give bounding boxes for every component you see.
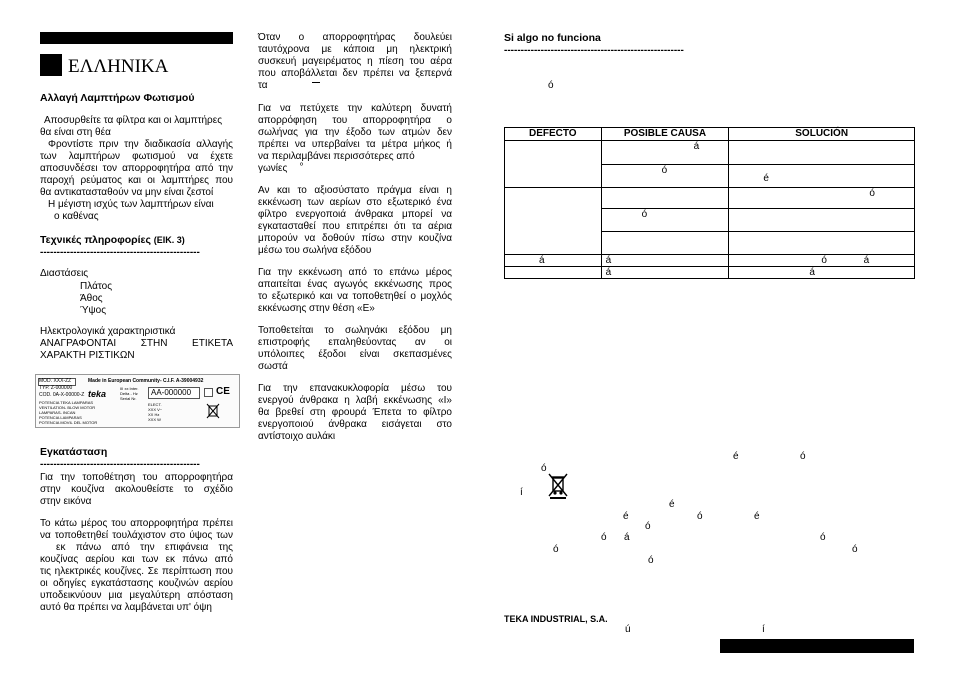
- recycle-char: ó: [648, 555, 654, 566]
- install-line: στην εικόνα: [40, 496, 92, 507]
- table-cell: [601, 141, 729, 165]
- elec-line: ΧΑΡΑΚΤΗ ΡΙΣΤΙΚΩΝ: [40, 350, 135, 361]
- table-cell: á: [601, 255, 729, 267]
- company-char: í: [762, 624, 765, 635]
- recycle-char: ó: [697, 511, 703, 522]
- recycle-char: é: [669, 499, 675, 510]
- install-line: υποδεικνύουν μια μεγαλύτερη απόσταση: [40, 590, 233, 601]
- section-title-install: Εγκατάσταση: [40, 446, 108, 458]
- mid-line: θα βρεθεί στη φρουρά Έπετα το φίλτρο: [258, 407, 452, 418]
- tech-title-ref: (EIK. 3): [153, 235, 185, 245]
- mid-line: Για να πετύχετε την καλύτερη δυνατή: [258, 103, 452, 114]
- mid-line: ταυτόχρονα με κάποια μη ηλεκτρική: [258, 44, 452, 55]
- mid-line: Για την εκκένωση από το επάνω μέρος: [258, 267, 452, 278]
- sticker-type: TYP. Z-000000: [39, 385, 73, 391]
- mid-line: απορρόφηση του απορροφητήρα ο: [258, 115, 452, 126]
- table-cell: [505, 141, 602, 188]
- install-line: εκ πάνω από την επιφάνεια της: [56, 542, 233, 553]
- lamps-line: θα είναι στη θέα: [40, 127, 111, 138]
- col-header-cause: POSIBLE CAUSA: [601, 128, 729, 141]
- mid-line: που αποβάλλεται δεν πρέπει να ξεπερνά: [258, 68, 452, 79]
- recycle-char: é: [733, 451, 739, 462]
- troubleshoot-title: Si algo no funciona: [504, 32, 601, 44]
- stray-char: ó: [548, 80, 554, 91]
- sticker-side: III xx Inter.: [120, 386, 139, 391]
- section-title-tech: [40, 234, 185, 247]
- mid-line: αντίστοιχο αυλάκι: [258, 431, 336, 442]
- recycle-char: ó: [541, 463, 547, 474]
- sticker-right: XX Hz: [148, 412, 160, 417]
- table-cell: [729, 141, 915, 165]
- dim-height: Ύψος: [80, 305, 107, 316]
- divider-dashes: ------------------------------------------------: [40, 460, 200, 470]
- sticker-side: Delta - Hz: [120, 391, 138, 396]
- sticker-line: LAMPARAS- INCAN: [39, 410, 76, 415]
- bottom-right-black-bar: [720, 639, 914, 653]
- install-line: να τοποθετηθεί τουλάχιστον στο ύψος των: [40, 530, 233, 541]
- lamps-line: ο καθένας: [54, 211, 99, 222]
- install-line: στην κουζίνα ακολουθείστε το σχέδιο: [40, 484, 233, 495]
- mid-line: Όταν ο απορροφητήρας δουλεύει: [258, 32, 452, 43]
- tech-title: Τεχνικές πληροφορίες: [40, 234, 151, 246]
- recycle-char: á: [624, 532, 630, 543]
- lamps-line: παροχή ρεύματος και οι λαμπτήρες που: [40, 175, 233, 186]
- col-header-defect: DEFECTO: [505, 128, 602, 141]
- lamps-line: Φροντίστε πριν την διαδικασία αλλαγής: [48, 139, 233, 150]
- pressure-mark: [312, 82, 320, 83]
- sticker-right: XXX W: [148, 417, 161, 422]
- table-cell: [601, 209, 729, 232]
- recycle-char: ó: [553, 544, 559, 555]
- mid-line: τα: [258, 80, 268, 91]
- recycle-char: í: [520, 487, 523, 498]
- top-left-black-bar: [40, 32, 232, 44]
- mid-line: σωλήνας για την έξοδο των ατμών δεν: [258, 127, 452, 138]
- recycle-char: ó: [800, 451, 806, 462]
- sticker-right: ELECT.: [148, 402, 162, 407]
- company-name: TEKA INDUSTRIAL, S.A.: [504, 614, 608, 624]
- cell-text: á: [539, 255, 545, 266]
- install-line: Το κάτω μέρος του απορροφητήρα πρέπει: [40, 518, 233, 529]
- sticker-line: POTENCIA LAMPARAS: [39, 415, 82, 420]
- recycle-char: ó: [820, 532, 826, 543]
- lamps-line: θα αντικατασταθούν να μην είναι ζεστοί: [40, 187, 214, 198]
- mid-line: μπορούν να δοθούν πίσω στην κουζίνα: [258, 233, 452, 244]
- sticker-right: XXX V~: [148, 407, 163, 412]
- table-cell: [601, 165, 729, 188]
- table-cell: [601, 232, 729, 255]
- cell-text: ó á: [821, 255, 870, 266]
- table-cell: [729, 209, 915, 232]
- lamps-line: Αποσυρθείτε τα φίλτρα και οι λαμπτήρες: [44, 115, 223, 126]
- mid-line: απαιτείται ένας αγωγός εκκένωσης προς: [258, 279, 452, 290]
- troubleshoot-table: [504, 127, 915, 279]
- mid-line: Αν και το αξιοσύστατο πράγμα είναι η: [258, 185, 452, 196]
- mid-line: Για την επανακυκλοφορία μέσω του: [258, 383, 452, 394]
- table-cell: [601, 188, 729, 209]
- table-cell: [505, 188, 602, 255]
- recycle-char: ó: [645, 521, 651, 532]
- cell-text: é: [763, 173, 769, 184]
- section-title-lamps: Αλλαγή Λαμπτήρων Φωτισμού: [40, 92, 195, 104]
- table-row: [505, 267, 915, 279]
- cell-text: ó: [869, 188, 875, 199]
- mid-line: Τοποθετείται το σωληνάκι εξόδου μη: [258, 325, 452, 336]
- mid-line: ενεργοποιού άνθρακα εισάγεται στο: [258, 419, 452, 430]
- mid-line: εκκένωσης στην θέση «E»: [258, 303, 375, 314]
- elec-line: ΑΝΑΓΡΑΦΟΝΤΑΙ ΣΤΗΝ ΕΤΙΚΕΤΑ: [40, 338, 233, 349]
- table-cell: [729, 232, 915, 255]
- table-cell: [505, 267, 602, 279]
- install-line: αυτό θα πρέπει να λαμβάνεται υπ' όψη: [40, 602, 212, 613]
- mid-line: συσκευή μαγειρέματος η πίεση του αέρα: [258, 56, 452, 67]
- troubleshoot-dashes: ------------------------------------------------------: [504, 46, 684, 56]
- company-char: ú: [625, 624, 631, 635]
- weee-bin-icon: [206, 403, 220, 419]
- dims-label: Διαστάσεις: [40, 268, 89, 279]
- sticker-line: POTENCIA MOVIL DEL MOTOR: [39, 420, 98, 425]
- weee-crossed-bin-icon: [547, 472, 569, 500]
- cell-text: ó: [661, 165, 668, 176]
- recycle-char: é: [623, 511, 629, 522]
- table-cell: á: [601, 267, 729, 279]
- sticker-line: POTENCIA TEKA LAMPARAS: [39, 400, 94, 405]
- cell-text: á: [693, 141, 700, 152]
- rating-label-image: [35, 374, 240, 428]
- lamps-line: Η μέγιστη ισχύς των λαμπτήρων είναι: [48, 199, 214, 210]
- mid-line: γωνίες: [258, 163, 288, 174]
- mid-line: το εξωτερικό και να τοποθετηθεί ο μοχλός: [258, 291, 452, 302]
- recycle-char: ó: [601, 532, 607, 543]
- cell-text: ó: [641, 209, 648, 220]
- install-line: Για την τοποθέτηση του απορροφητήρα: [40, 472, 233, 483]
- mid-line: σωστά: [258, 361, 288, 372]
- mid-line: φίλτρο ενεργοποιά άνθρακα μπορεί να: [258, 209, 452, 220]
- mid-line: ενεργού άνθρακα η λαβή εκκένωσης «I»: [258, 395, 452, 406]
- divider-dashes: ------------------------------------------------: [40, 248, 200, 258]
- degree-mark: º: [300, 161, 303, 170]
- table-header-row: [505, 128, 915, 141]
- sticker-made-in: Made in European Community- C.I.F. A-39004932: [88, 378, 204, 384]
- table-row: [505, 141, 915, 165]
- mid-line: επιστροφής επαληθεύοντας αν οι: [258, 337, 452, 348]
- lang-square: [40, 54, 62, 76]
- table-row: [505, 188, 915, 209]
- mid-line: να περιλαμβάνει περισσότερες από: [258, 151, 415, 162]
- sticker-code: COD. 0A-X-00000-Z: [39, 392, 85, 398]
- sticker-side: Serial Nr.: [120, 396, 137, 401]
- dim-width: Πλάτος: [80, 281, 113, 292]
- recycle-char: é: [754, 511, 760, 522]
- lamps-line: αποσυνδέσει τον απορροφητήρα από την: [40, 163, 233, 174]
- table-cell: [729, 267, 915, 279]
- sticker-square: [204, 388, 213, 397]
- mid-line: εγκατασταθεί που επιτρέπει ότι τα αέρια: [258, 221, 452, 232]
- cell-text: á: [809, 267, 815, 278]
- ce-mark: CE: [216, 386, 230, 397]
- install-line: κουζίνας αερίου και των εκ πάνω από: [40, 554, 233, 565]
- install-line: τις ηλεκτρικές κουζίνες. Σε περίπτωση που: [40, 566, 233, 577]
- teka-logo: teka: [88, 389, 107, 399]
- table-cell: [729, 165, 915, 188]
- mid-line: πρέπει να υπερβαίνει τα μέτρα μήκος ή: [258, 139, 452, 150]
- table-cell: [729, 255, 915, 267]
- dim-depth: Άθος: [80, 293, 103, 304]
- sticker-model: MOD. XXX-ZZ: [39, 378, 72, 384]
- elec-label: Ηλεκτρολογικά χαρακτηριστικά: [40, 326, 176, 337]
- lang-title: ΕΛΛΗΝΙΚΑ: [68, 56, 169, 77]
- top-left-bar-tick: [232, 32, 233, 44]
- install-line: οι οδηγίες εγκατάστασης κουζινών αερίου: [40, 578, 233, 589]
- table-row: [505, 255, 915, 267]
- table-cell: [729, 188, 915, 209]
- mid-line: υπόλοιπες έξοδοι είναι σκεπασμένες: [258, 349, 452, 360]
- table-cell: [505, 255, 602, 267]
- col-header-solution: SOLUCIÓN: [729, 128, 915, 141]
- recycle-char: ó: [852, 544, 858, 555]
- mid-line: μέσω του σωλήνα εξόδου: [258, 245, 372, 256]
- sticker-serial: AA-000000: [151, 388, 192, 397]
- lamps-line: των λαμπτήρων φωτισμού να έχετε: [40, 151, 233, 162]
- sticker-line: VENTILATION- BLOW MOTOR: [39, 405, 96, 410]
- mid-line: εκκένωση των αερίων στο εξωτερικό ένα: [258, 197, 452, 208]
